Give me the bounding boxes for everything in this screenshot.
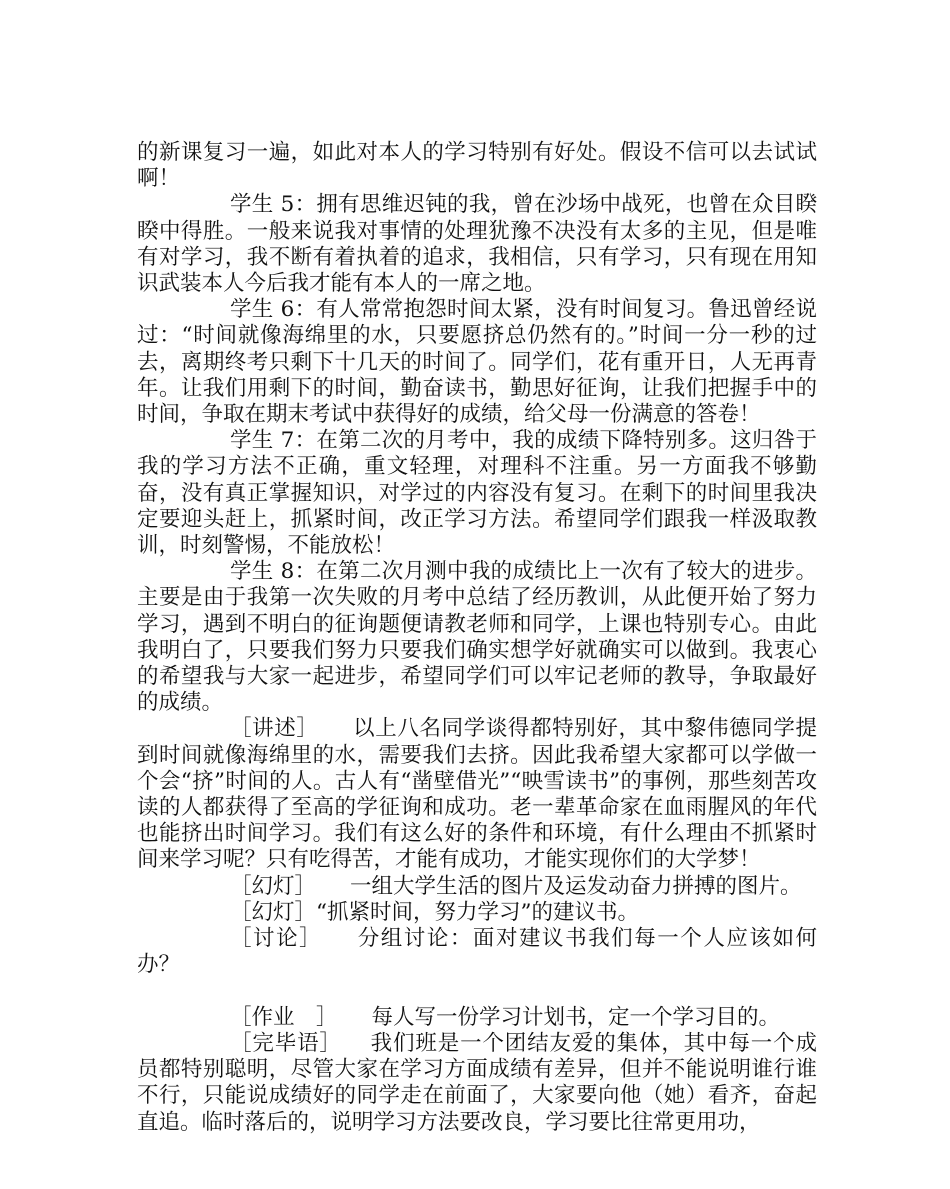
paragraph-student-8: 学生 8：在第二次月测中我的成绩比上一次有了较大的进步。主要是由于我第一次失败的月考中总结了经历教训，从此便开始了努力学习，遇到不明白的征询题便请教老师和同学，上课也特别专心。由此我明白了，只要我们努力只要我们确实想学好就确实可以做到。我衷心的希望我与大家一起进步，希望同学们可以牢记老师的教导，争取最好的成绩。 (137, 559, 817, 716)
paragraph-slide-2 (137, 900, 817, 926)
paragraph-narration (137, 716, 817, 873)
slide-1-text: 一组大学生活的图片及运发动奋力拼搏的图片。 (350, 873, 802, 899)
document-body (137, 140, 817, 1136)
paragraph-discussion (137, 926, 817, 978)
homework-label: ［作业 ］ (230, 1004, 338, 1030)
discussion-text: 分组讨论：面对建议书我们每一个人应该如何办？ (137, 926, 817, 978)
closing-text: 我们班是一个团结友爱的集体，其中每一个成员都特别聪明，尽管大家在学习方面成绩有差异，但并不能说明谁行谁不行，只能说成绩好的同学走在前面了，大家要向他（她）看齐，奋起直追。临时落后的，说明学习方法要改良，学习要比往常更用功， (137, 1030, 817, 1135)
paragraph-closing (137, 1031, 817, 1136)
paragraph-homework (137, 1005, 817, 1031)
slide-1-label: ［幻灯］ (230, 873, 317, 899)
homework-text: 每人写一份学习计划书，定一个学习目的。 (371, 1004, 781, 1030)
paragraph-student-6: 学生 6：有人常常抱怨时间太紧，没有时间复习。鲁迅曾经说过：“时间就像海绵里的水，只要愿挤总仍然有的。”时间一分一秒的过去，离期终考只剩下十几天的时间了。同学们，花有重开日，人无再青年。让我们用剩下的时间，勤奋读书，勤思好征询，让我们把握手中的时间，争取在期末考试中获得好的成绩，给父母一份满意的答卷！ (137, 297, 817, 428)
slide-2-label: ［幻灯］ (230, 899, 317, 925)
blank-line (137, 979, 817, 1005)
slide-2-text: “抓紧时间，努力学习”的建议书。 (316, 899, 640, 925)
closing-label: ［完毕语］ (230, 1030, 342, 1056)
discussion-label: ［讨论］ (230, 926, 323, 952)
paragraph-slide-1 (137, 874, 817, 900)
paragraph-continuation: 的新课复习一遍，如此对本人的学习特别有好处。假设不信可以去试试啊！ (137, 140, 817, 192)
paragraph-student-5: 学生 5：拥有思维迟钝的我，曾在沙场中战死，也曾在众目睽睽中得胜。一般来说我对事情的处理犹豫不决没有太多的主见，但是唯有对学习，我不断有着执着的追求，我相信，只有学习，只有现在用知识武装本人今后我才能有本人的一席之地。 (137, 192, 817, 297)
narration-label: ［讲述］ (230, 716, 319, 742)
narration-text: 以上八名同学谈得都特别好，其中黎伟德同学提到时间就像海绵里的水，需要我们去挤。因此我希望大家都可以学做一个会“挤”时间的人。古人有“凿壁借光”“映雪读书”的事例，那些刻苦攻读的人都获得了至高的学征询和成功。老一辈革命家在血雨腥风的年代也能挤出时间学习。我们有这么好的条件和环境，有什么理由不抓紧时间来学习呢？只有吃得苦，才能有成功，才能实现你们的大学梦！ (137, 716, 817, 873)
paragraph-student-7: 学生 7：在第二次的月考中，我的成绩下降特别多。这归咎于我的学习方法不正确，重文轻理，对理科不注重。另一方面我不够勤奋，没有真正掌握知识，对学过的内容没有复习。在剩下的时间里我决定要迎头赶上，抓紧时间，改正学习方法。希望同学们跟我一样汲取教训，时刻警惕，不能放松！ (137, 428, 817, 559)
